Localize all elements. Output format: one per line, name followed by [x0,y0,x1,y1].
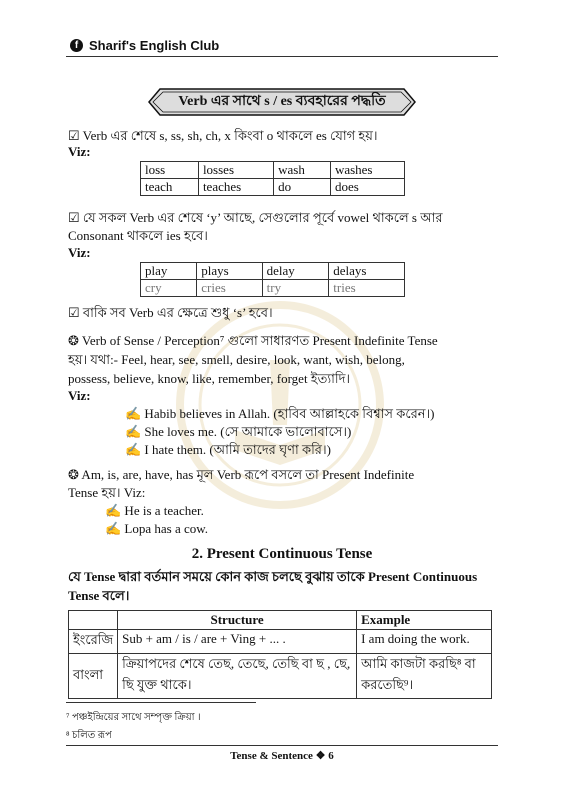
table-cell: try [262,280,329,297]
rule-2-line-2: Consonant থাকলে ies হবে। [68,228,208,243]
example-header: Example [357,611,492,630]
example-sentence: ✍ He is a teacher. [105,503,204,518]
footnote: ⁷ পঞ্চইন্দ্রিয়ের সাথে সম্পৃক্ত ক্রিয়া । [66,712,201,723]
footer-divider [66,745,498,746]
rule-3: ☑ বাকি সব Verb এর ক্ষেত্রে শুধু ‘s’ হবে। [68,305,273,320]
table-cell: do [274,179,331,196]
brand-name: Sharif's English Club [89,38,220,53]
viz-label-1: Viz: [68,144,91,159]
structure-cell: ক্রিয়াপদের শেষে তেছ, তেছে, তেছি বা ছ , ছে, ছি যুক্ত থাকে। [118,654,357,699]
table-cell: tries [329,280,405,297]
lang-cell: ইংরেজি [69,630,118,654]
example-sentence: ✍ Habib believes in Allah. (হাবিব আল্লাহকে বিশ্বাস করেন।) [125,406,435,421]
table-cell: loss [141,162,199,179]
rule-4-line-1: ❂ Verb of Sense / Perception⁷ গুলো সাধারণত Present Indefinite Tense [68,333,438,348]
header-divider [66,56,498,57]
facebook-icon: f [70,39,83,52]
table-cell: cries [197,280,262,297]
section-title: 2. Present Continuous Tense [191,546,373,562]
table-row [69,654,492,699]
example-sentence: ✍ I hate them. (আমি তাদের ঘৃণা করি।) [125,442,331,457]
rule-5-line-2: Tense হয়। Viz: [68,485,146,500]
table-cell: plays [197,263,262,280]
rule-5-line-1: ❂ Am, is, are, have, has মূল Verb রূপে বসলে তা Present Indefinite [68,467,415,482]
structure-table [68,610,492,699]
rule-4-line-3: possess, believe, know, like, remember, forget ইত্যাদি। [68,371,351,386]
table-cell: teaches [198,179,273,196]
example-table-2 [140,262,405,297]
example-sentence: ✍ She loves me. (সে আমাকে ভালোবাসে।) [125,424,352,439]
page-footer: Tense & Sentence ❖ 6 [230,750,334,762]
footnote-divider [66,702,256,703]
table-cell: washes [330,162,404,179]
table-cell: cry [141,280,197,297]
footnote: ⁸ চলিত রূপ [66,730,112,741]
banner-title: Verb এর সাথে s / es ব্যবহারের পদ্ধতি [178,94,386,109]
table-row [141,280,405,297]
structure-cell: Sub + am / is / are + Ving + ... . [118,630,357,654]
viz-label-3: Viz: [68,388,91,403]
table-cell-empty [69,611,118,630]
table-cell: delay [262,263,329,280]
example-cell: আমি কাজটা করছি⁸ বা করতেছি⁹। [357,654,492,699]
table-cell: play [141,263,197,280]
viz-label-2: Viz: [68,245,91,260]
table-row [141,162,405,179]
example-cell: I am doing the work. [357,630,492,654]
table-cell: delays [329,263,405,280]
table-cell: teach [141,179,199,196]
definition-line-1: যে Tense দ্বারা বর্তমান সময়ে কোন কাজ চলছে বুঝায় তাকে Present Continuous [68,569,478,584]
definition-line-2: Tense বলে। [68,588,130,603]
example-sentence: ✍ Lopa has a cow. [105,521,209,536]
table-row [141,179,405,196]
structure-header: Structure [118,611,357,630]
example-table-1 [140,161,405,196]
table-header-row [69,611,492,630]
table-cell: does [330,179,404,196]
table-cell: wash [274,162,331,179]
page-header [70,38,219,53]
rule-4-line-2: হয়। যথা:- Feel, hear, see, smell, desire, look, want, wish, belong, [68,352,405,367]
rule-1: ☑ Verb এর শেষে s, ss, sh, ch, x কিংবা o থাকলে es যোগ হয়। [68,128,378,143]
table-cell: losses [198,162,273,179]
table-row [141,263,405,280]
lang-cell: বাংলা [69,654,118,699]
rule-2-line-1: ☑ যে সকল Verb এর শেষে ‘y’ আছে, সেগুলোর পূর্বে vowel থাকলে s আর [68,210,443,225]
table-row [69,630,492,654]
